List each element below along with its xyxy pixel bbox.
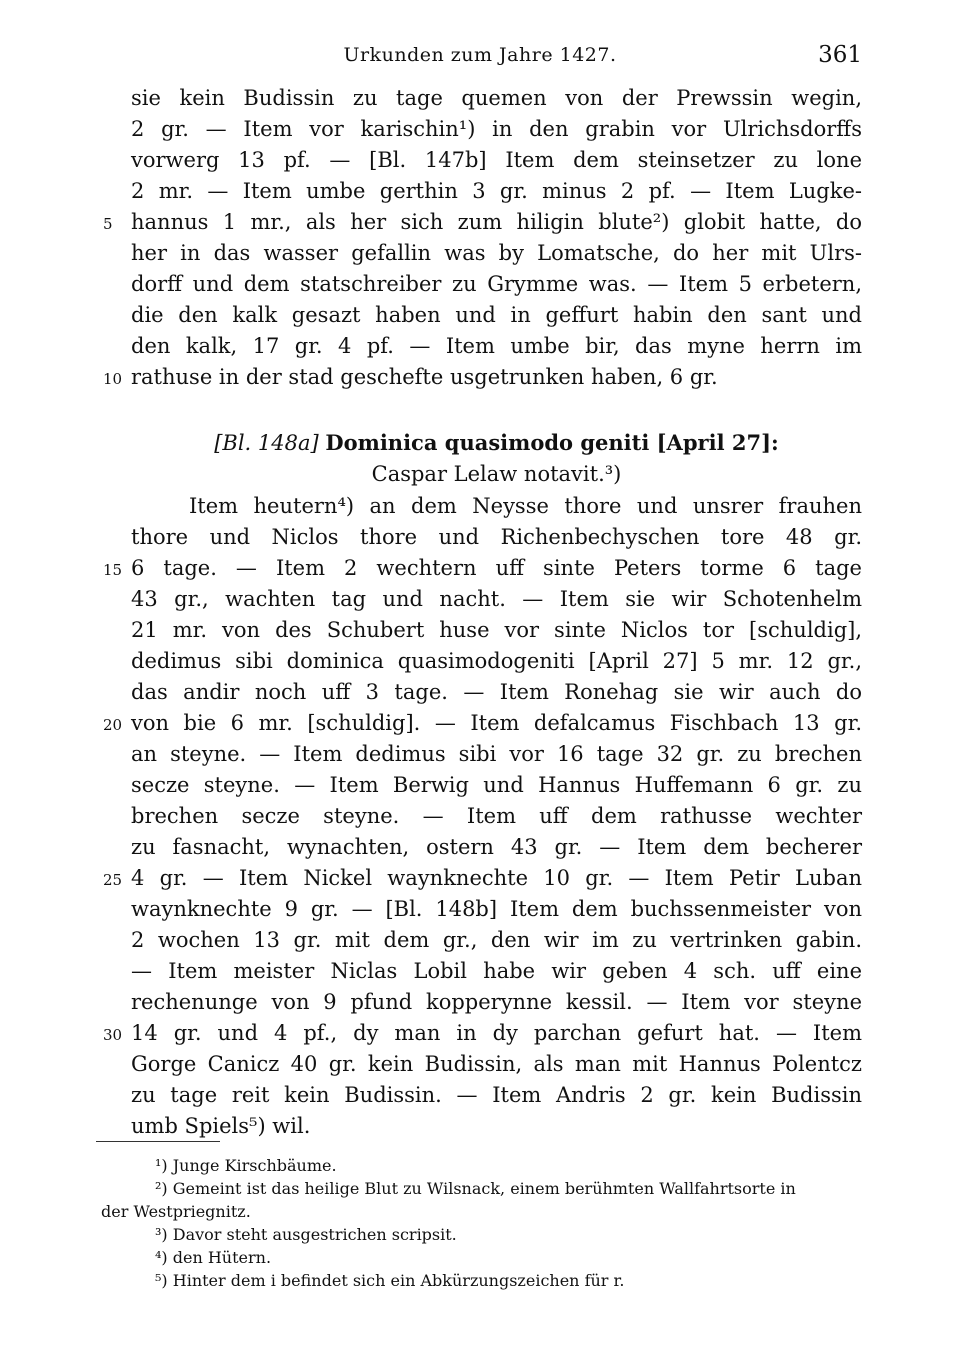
text-line: 4 gr. — Item Nickel waynknechte 10 gr. — Item Petir Luban [131, 866, 862, 890]
text-line: vorwerg 13 pf. — [Bl. 147b] Item dem steinsetzer zu lone [131, 148, 862, 172]
text-line: her in das wasser gefallin was by Lomatsche, do her mit Ulrs- [131, 241, 862, 265]
text-line: die den kalk gesazt haben und in geffurt habin den sant und [131, 303, 862, 327]
line-number: 5 [103, 215, 113, 233]
footnote: ²) Gemeint ist das heilige Blut zu Wilsnack, einem berühmten Wallfahrtsorte in [155, 1179, 796, 1198]
footnote: ⁵) Hinter dem i befindet sich ein Abkürzungszeichen für r. [155, 1271, 625, 1290]
text-line: zu tage reit kein Budissin. — Item Andris 2 gr. kein Budissin [131, 1083, 862, 1107]
text-line: rechenunge von 9 pfund kopperynne kessil. — Item vor steyne [131, 990, 862, 1014]
text-line: 2 mr. — Item umbe gerthin 3 gr. minus 2 pf. — Item Lugke- [131, 179, 862, 203]
line-number: 15 [103, 561, 123, 579]
section-heading [131, 428, 862, 458]
text-line: hannus 1 mr., als her sich zum hiligin blute²) globit hatte, do [131, 210, 862, 234]
running-title: Urkunden zum Jahre 1427. [343, 44, 617, 66]
text-line: dedimus sibi dominica quasimodogeniti [April 27] 5 mr. 12 gr., [131, 649, 862, 673]
footnote: ⁴) den Hütern. [155, 1248, 272, 1267]
footnote: ³) Davor steht ausgestrichen scripsit. [155, 1225, 457, 1244]
text-line: 2 gr. — Item vor karischin¹) in den grabin vor Ulrichsdorffs [131, 117, 862, 141]
section-title: Dominica quasimodo geniti [April 27]: [325, 430, 779, 455]
text-line: sie kein Budissin zu tage quemen von der Prewssin wegin, [131, 86, 862, 110]
text-line: rathuse in der stad geschefte usgetrunken haben, 6 gr. [131, 365, 718, 389]
text-line: 21 mr. von des Schubert huse vor sinte Niclos tor [schuldig], [131, 618, 862, 642]
text-line: den kalk, 17 gr. 4 pf. — Item umbe bir, das myne herrn im [131, 334, 862, 358]
text-line: 14 gr. und 4 pf., dy man in dy parchan gefurt hat. — Item [131, 1021, 862, 1045]
footnote: der Westpriegnitz. [101, 1202, 251, 1221]
text-line: 43 gr., wachten tag und nacht. — Item sie wir Schotenhelm [131, 587, 862, 611]
line-number: 10 [103, 370, 123, 388]
text-line: umb Spiels⁵) wil. [131, 1114, 311, 1138]
text-line: — Item meister Niclas Lobil habe wir geben 4 sch. uff eine [131, 959, 862, 983]
text-line: 6 tage. — Item 2 wechtern uff sinte Peters torme 6 tage [131, 556, 862, 580]
text-line: Gorge Canicz 40 gr. kein Budissin, als man mit Hannus Polentcz [131, 1052, 862, 1076]
folio-reference: [Bl. 148a] [214, 431, 319, 455]
page-number: 361 [818, 42, 862, 68]
line-number: 30 [103, 1026, 123, 1044]
text-line: zu fasnacht, wynachten, ostern 43 gr. — Item dem becherer [131, 835, 862, 859]
line-number: 20 [103, 716, 123, 734]
text-line: waynknechte 9 gr. — [Bl. 148b] Item dem buchssenmeister von [131, 897, 862, 921]
footnote-rule [96, 1141, 220, 1142]
text-line: brechen secze steyne. — Item uff dem rathusse wechter [131, 804, 862, 828]
section-subtitle: Caspar Lelaw notavit.³) [371, 462, 622, 486]
text-line: dorff und dem statschreiber zu Grymme was. — Item 5 erbetern, [131, 272, 862, 296]
text-line: 2 wochen 13 gr. mit dem gr., den wir im zu vertrinken gabin. [131, 928, 862, 952]
line-number: 25 [103, 871, 123, 889]
text-line: das andir noch uff 3 tage. — Item Ronehag sie wir auch do [131, 680, 862, 704]
footnote: ¹) Junge Kirschbäume. [155, 1156, 337, 1175]
text-line: Item heutern⁴) an dem Neysse thore und unsrer frauhen [189, 494, 862, 518]
text-line: von bie 6 mr. [schuldig]. — Item defalcamus Fischbach 13 gr. [131, 711, 862, 735]
text-line: thore und Niclos thore und Richenbechyschen tore 48 gr. [131, 525, 862, 549]
text-line: an steyne. — Item dedimus sibi vor 16 tage 32 gr. zu brechen [131, 742, 862, 766]
text-line: secze steyne. — Item Berwig und Hannus Huffemann 6 gr. zu [131, 773, 862, 797]
